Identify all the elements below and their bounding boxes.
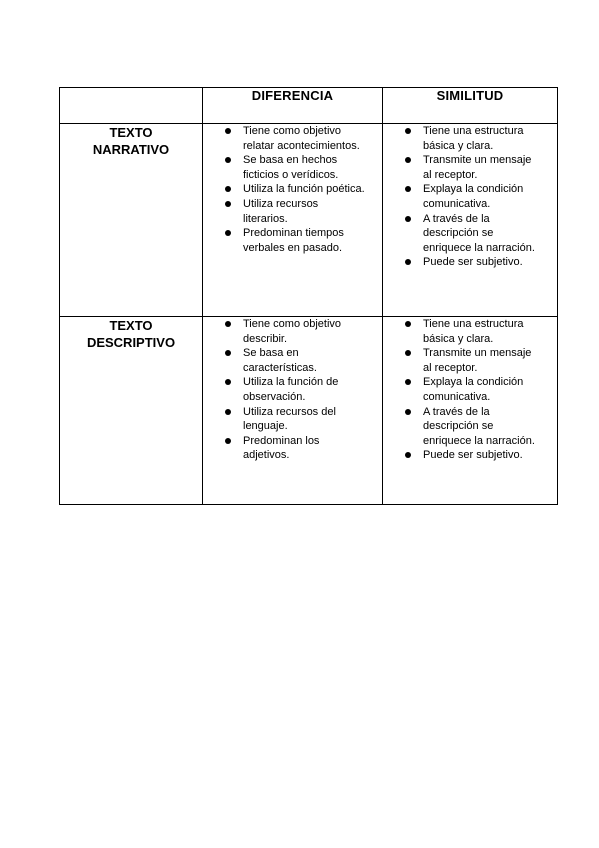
diferencia-cell-narrativo xyxy=(203,124,383,317)
bullet-icon xyxy=(225,379,231,385)
list-item xyxy=(383,255,557,270)
list-item-line: básica y clara. xyxy=(423,332,494,345)
list-item-line: adjetivos. xyxy=(243,449,290,462)
bullet-list xyxy=(203,317,382,463)
list-item-line: al receptor. xyxy=(423,361,478,374)
list-item-line: Explaya la condición xyxy=(423,183,524,196)
table-row-narrativo xyxy=(60,124,558,317)
row-label-line: TEXTO xyxy=(109,125,153,140)
list-item-line: relatar acontecimientos. xyxy=(243,139,360,152)
list-item xyxy=(383,182,557,211)
list-item-line: A través de la xyxy=(423,212,490,225)
header-similitud: SIMILITUD xyxy=(383,88,558,124)
list-item-line: enriquece la narración. xyxy=(423,434,535,447)
list-item-line: ficticios o verídicos. xyxy=(243,168,339,181)
list-item xyxy=(383,346,557,375)
bullet-icon xyxy=(405,379,411,385)
list-item-line: Puede ser subjetivo. xyxy=(423,449,523,462)
bullet-icon xyxy=(405,216,411,222)
list-item-line: Tiene una estructura xyxy=(423,125,524,137)
list-item-line: Puede ser subjetivo. xyxy=(423,256,523,269)
list-item xyxy=(383,317,557,346)
row-label-line: TEXTO xyxy=(109,318,153,333)
row-label-line: NARRATIVO xyxy=(92,142,170,157)
list-item-line: observación. xyxy=(243,390,306,403)
header-row xyxy=(60,88,558,124)
bullet-icon xyxy=(405,321,411,327)
list-item xyxy=(203,197,382,226)
list-item xyxy=(203,124,382,153)
list-item-line: Utiliza la función poética. xyxy=(243,183,365,196)
list-item xyxy=(203,375,382,404)
list-item-line: Utiliza la función de xyxy=(243,376,339,389)
similitud-cell-narrativo xyxy=(383,124,558,317)
list-item xyxy=(383,405,557,449)
diferencia-cell-descriptivo xyxy=(203,317,383,505)
list-item-line: comunicativa. xyxy=(423,390,491,403)
list-item-line: Explaya la condición xyxy=(423,376,524,389)
bullet-icon xyxy=(225,157,231,163)
list-item-line: características. xyxy=(243,361,317,374)
list-item xyxy=(203,182,382,197)
bullet-icon xyxy=(225,186,231,192)
list-item xyxy=(203,346,382,375)
list-item-line: lenguaje. xyxy=(243,420,288,433)
list-item-line: Predominan los xyxy=(243,434,320,447)
bullet-icon xyxy=(225,350,231,356)
row-label-narrativo xyxy=(60,124,203,317)
similitud-cell-descriptivo xyxy=(383,317,558,505)
list-item xyxy=(383,375,557,404)
list-item-line: Se basa en hechos xyxy=(243,154,338,167)
list-item xyxy=(203,405,382,434)
bullet-icon xyxy=(225,409,231,415)
bullet-icon xyxy=(225,128,231,134)
list-item xyxy=(203,153,382,182)
list-item-line: Tiene una estructura xyxy=(423,318,524,330)
list-item-line: Predominan tiempos xyxy=(243,227,344,240)
list-item-line: Utiliza recursos del xyxy=(243,405,336,418)
list-item xyxy=(383,153,557,182)
list-item xyxy=(383,448,557,463)
list-item-line: al receptor. xyxy=(423,168,478,181)
list-item xyxy=(383,124,557,153)
list-item-line: básica y clara. xyxy=(423,139,494,152)
bullet-icon xyxy=(405,157,411,163)
list-item-line: Utiliza recursos xyxy=(243,197,319,210)
list-item-line: Tiene como objetivo xyxy=(243,125,342,137)
bullet-icon xyxy=(225,438,231,444)
list-item-line: descripción se xyxy=(423,227,494,240)
row-label-line: DESCRIPTIVO xyxy=(86,335,176,350)
list-item-line: Tiene como objetivo xyxy=(243,318,342,330)
list-item-line: Transmite un mensaje xyxy=(423,154,532,167)
bullet-list xyxy=(383,124,557,270)
bullet-icon xyxy=(405,452,411,458)
list-item xyxy=(203,434,382,463)
list-item-line: Transmite un mensaje xyxy=(423,347,532,360)
list-item-line: comunicativa. xyxy=(423,197,491,210)
bullet-icon xyxy=(405,186,411,192)
list-item-line: Se basa en xyxy=(243,347,299,360)
list-item xyxy=(203,317,382,346)
header-empty-cell xyxy=(60,88,203,124)
row-label-descriptivo xyxy=(60,317,203,505)
bullet-icon xyxy=(405,259,411,265)
bullet-icon xyxy=(405,350,411,356)
table-row-descriptivo xyxy=(60,317,558,505)
list-item-line: literarios. xyxy=(243,212,288,225)
list-item-line: enriquece la narración. xyxy=(423,241,535,254)
bullet-icon xyxy=(225,201,231,207)
list-item-line: A través de la xyxy=(423,405,490,418)
bullet-list xyxy=(203,124,382,255)
list-item-line: verbales en pasado. xyxy=(243,241,343,254)
list-item xyxy=(203,226,382,255)
bullet-icon xyxy=(225,321,231,327)
list-item-line: describir. xyxy=(243,332,288,345)
bullet-icon xyxy=(225,230,231,236)
bullet-icon xyxy=(405,128,411,134)
list-item xyxy=(383,212,557,256)
header-diferencia: DIFERENCIA xyxy=(203,88,383,124)
bullet-icon xyxy=(405,409,411,415)
bullet-list xyxy=(383,317,557,463)
comparison-table xyxy=(59,87,558,505)
list-item-line: descripción se xyxy=(423,420,494,433)
